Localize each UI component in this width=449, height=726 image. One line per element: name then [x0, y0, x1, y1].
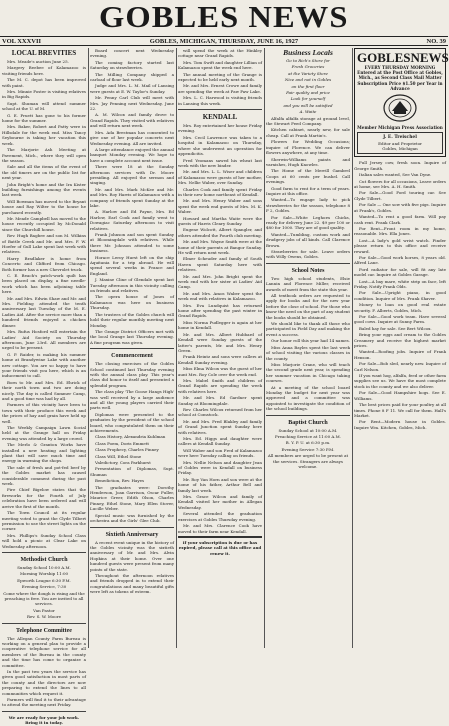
news-item: Mrs. Phillips's Sunday School Class will hold a picnic at Clear Lake on Wednesday afternoon. [2, 532, 86, 549]
baptist-church-list [266, 428, 350, 470]
news-item: Frank Heintz and sons were callers at Kendall Sunday evening. [178, 354, 262, 365]
classified-ad: Full Jersey cow, fresh soon. Inquire of George Smith. [354, 160, 446, 171]
classified-ads-list [354, 160, 446, 430]
classified-ad: For Sale—Upright piano, in good condition. Inquire of Mrs. Frank Shaver. [354, 290, 446, 301]
school-notes-heading: School Notes [291, 267, 325, 274]
ad-line: Look for yourself [290, 96, 326, 102]
baptist-church-heading: Baptist Church [288, 419, 328, 426]
article-paragraph: Miss Marjorie Crane, who will teach the second grade next year, is spending her summer vacation in Chicago taking courses. [266, 361, 350, 384]
news-item: Mrs. Ada Brestman has consented to give one of her popular concerts next Wednesday evening. All are invited. [90, 129, 174, 146]
dateline-text: GOBLES, MICHIGAN, THURSDAY, JUNE 16, 1927 [149, 38, 299, 45]
news-item: The trustees of the Gobles church will hold their regular monthly meeting next Monday. [90, 311, 174, 328]
news-item: Mr. and Mrs. Henry Waber and sons spent the week end guests of Mrs. M. K. Waber. [178, 198, 262, 215]
news-item: Mrs. L. C. Harwood is visiting friends in Lansing this week. [178, 95, 262, 106]
news-item: Several attended the graduation exercises at Gobles Thursday evening. [178, 511, 262, 522]
news-item: Born to Mr. and Mrs. Ed. Ehrick of their north town and two are doing nicely. The day is called Summer Camp, and a good time was had by all. [2, 379, 86, 401]
local-brevities-list [2, 59, 86, 549]
news-item: Mr. and Mrs. Fred Blakley and family of Grand Junction spent Sunday here with relatives. [178, 418, 262, 435]
news-item: Mr. Meade Campbell has moved to the house recently occupied by McDonald since the Churchill house. [2, 215, 86, 232]
editor-card [357, 132, 443, 154]
classified-ad: The best prices paid for your poultry at all times. Phone 8 F 11. We call for them. Hall's Market. [354, 402, 446, 418]
divider [178, 109, 262, 110]
news-item: Mrs. Ed. Higgs and daughter were callers at Kendall Sunday. [178, 436, 262, 447]
classified-ad: For Sale — One sow with five pigs. Inquire at Frank's, Gobles. [354, 202, 446, 213]
news-item: Mr. and Mrs. Ed Gardner spent Sunday at Bloomingdale. [178, 395, 262, 406]
article-paragraph: The class play 'The Goose Hangs High' was well received by a large audience and all the young players carried their parts well. [90, 389, 174, 411]
column-1 [2, 48, 86, 726]
classified-ad: For Rent—Modern house in Gobles. Inquire Wm. Kitchen, Gobles, Mich. [354, 419, 446, 430]
classified-ad: Kitchen cabinet, nearly new, for sale cheap. Call at Frank Martin's. [266, 127, 350, 138]
classified-ad: Good farm to rent for a term of years. Inquire at this office. [266, 185, 350, 196]
column-3 [178, 48, 262, 648]
classified-ad: Sherwin-Williams paints and varnishes, Hugh Knowles. [266, 156, 350, 167]
classified-ad: For Sale—Good Ford touring car. See Clyde Tilbert. [354, 190, 446, 201]
news-item: The Marjorie Ash Meeting at Pavement, Mich., where they will open the season. [2, 147, 86, 163]
church-service-line: Sunday School 10:00 A.M. [17, 564, 71, 570]
news-item: The M. C. depot has been improved with paint. [2, 77, 86, 88]
dateline-bar [0, 36, 448, 46]
news-item: Miss Elma Wilcox was the guest of her aunt Mrs. Roy Cole over the week end. [178, 366, 262, 377]
news-item: Mrs. Meade's auction June 25. [7, 59, 69, 64]
news-item: C. E. Beach's patch-work quilt has been placed on display, a fine needle-work which has been adjoining table here. [2, 273, 86, 295]
publisher-line: Member Michigan Press Association [357, 125, 443, 131]
sixtieth-anniversary-heading: Sixtieth Anniversary [105, 531, 159, 538]
article-paragraph: Two high school students, Elsie Lannin and Florence Miller, received awards of merit from the state this year. [266, 275, 350, 292]
ad-line: on the first floor [291, 83, 325, 89]
news-item: Farmers of this vicinity have been to town with their produce this week and the prices of hay and grain have held up well. [2, 402, 86, 424]
news-item: Mrs. Eva Lundquist has returned home after spending the past winter in Grand Rapids. [178, 302, 262, 319]
church-service-line: Come where the dough is rising and the preaching is free. You are invited to all services. [3, 590, 85, 607]
news-item: A large attendance enjoyed the annual banquet Monday evening. We hope to have a complete account next issue. [90, 146, 174, 163]
classified-ad: If you want hog, alfalfa, feed or other farm supplies see us. We have the most complete stock in the county and we also deliver. [354, 373, 446, 389]
article-paragraph: Class Poem, Doris Emmett [95, 440, 149, 446]
news-item: Mr. and Mrs. Wayne Smith were at the home of their parents at Bangor Sunday. He will return next week. [178, 239, 262, 255]
business-locals-heading: Business Locals [283, 48, 333, 57]
church-service-line: Epworth League 6:30 P.M. [17, 577, 71, 583]
classified-ad: Wanted—Tumbling, custom work and drudgery jobs of all kinds. Call Clarence Brown. [266, 231, 350, 248]
news-item: G. P. Raider, is making his summer home at Brandywine Lake with another new cottage. You are so happy to have your friends visit you here, which is an inducement to call. [2, 351, 86, 379]
news-item: The sale of fresh and pot-fed beef by the Gobles market has caused considerable comment during the past week. [2, 464, 86, 487]
article-paragraph: Valedictory, Cora Parkhurst [95, 460, 151, 466]
church-service-line: Evening Service 7:30 P.M. [281, 446, 335, 452]
divider [2, 711, 86, 712]
methodist-church-heading: Methodist Church [20, 556, 68, 563]
article-paragraph: Miss Anna Bayles spent the last week of school visiting the various classes in the county. [266, 344, 350, 361]
news-item: Mrs. Baker, Robert and Patty were in Hillsdale for the week end. Miss Tancy Seybourne is taking her vacation this week. [2, 124, 86, 146]
article-paragraph: The closing exercises of the Gobles School continued last Thursday evening with the annual class play. This year's class did honor to itself and presented a splendid program. [90, 361, 174, 388]
news-item: Mr. and Mrs. Amos Waber spent the week end with relatives in Kalamazoo. [178, 290, 262, 302]
column-rule [88, 48, 89, 648]
ad-line: Fresh Groceries [291, 64, 325, 70]
news-item: Mr. and Mrs. L. L. Wiser and children of Kalamazoo were guests of her mother, Mrs. Nellie Waber, over Sunday. [178, 169, 262, 186]
news-item: Mrs. Mabel Smith and children of Grand Rapids are spending the week with relatives here. [178, 377, 262, 394]
telephone-committee-list [2, 636, 86, 708]
divider [178, 536, 262, 538]
news-item: Mrs. Minnie Foster is visiting relatives in Big Rapids. [2, 89, 86, 100]
news-item: will spend the week at the Hinkley cottage near Grand Rapids. [178, 48, 262, 59]
article-paragraph: Benediction, Rev. Hayes [95, 478, 145, 484]
classified-ad: Baled hay for sale. See Bert Wilcox. [359, 325, 432, 331]
church-service-line: Preaching Service at 11:00 A.M. [275, 433, 341, 439]
classified-ad: Cut flowers for all occasions, Leave orders at home, see Mrs. A. H. Smith. [354, 178, 446, 190]
news-item: The Grange District Officers met with the local Grange last Thursday evening. A fine program was given. [90, 328, 174, 345]
volume-label: VOL XXXVII [2, 38, 42, 45]
news-item: Mr. Roy Van Horn and son were at the home of his father, Arthur Bell and family last week. [178, 476, 262, 493]
classified-ad: For Sale—White Leghorn Chicks, ready for delivery June 22. $9 per 100 or $80 for 1000. They are of good quality. [266, 214, 350, 231]
news-item: Mrs. Roy entertained her house Friday evening. [178, 123, 262, 134]
commencement-list [90, 361, 174, 523]
subscription-notice: If your subscription is due or has expired, please call at this office and renew it. [178, 539, 262, 556]
divider [90, 348, 174, 349]
article-paragraph: All textbook orders are requested to apply for books and for the new year before the close of school. For those who know the need on the part of any student the books should be obtained. [266, 293, 350, 320]
publisher-line: EVERY THURSDAY MORNING [364, 65, 436, 70]
business-locals [266, 48, 350, 115]
commencement-heading: Commencement [111, 353, 153, 360]
news-item: Mr. and Mrs. Ernest Crowe and family are spending the week at Paw Paw Lake. [178, 83, 262, 94]
news-item: Mr. and Mrs. Edwin Shaw and Mr. and Mrs. Fielding attended the tenth anniversary last Tuesday of the M. E. Ladies Aid. After the service more than a hundred friends enjoyed a chicken dinner. [2, 295, 86, 328]
classified-ad: Lost—A lady's gold wrist watch. Finder please return to this office and receive reward. [354, 237, 446, 254]
news-item: A. Harlow and Ed Payne, Mrs. Ed Harlow, Earl Cook and family went to Dowagiac Saturday afternoon to visit relatives. [90, 209, 174, 231]
classified-ad: Wanted—To rent a good farm. Will pay cash rent. Frank Clark. [354, 214, 446, 225]
news-item: Judge and Mrs. L. M. Mail of Lansing were guests at E. W. Taylor's Sunday. [90, 83, 174, 94]
school-notes-list [266, 276, 350, 412]
news-item: The Merlo & Granton Works have installed a new heating and lighting plant that will save much time and energy in warming the shops. [2, 442, 86, 464]
masthead [0, 0, 448, 34]
classified-ad: For Sale—Bob sled, nearly new. Inquire of Carl Nelson. [354, 361, 446, 372]
article-paragraph: A recent event unique in the history of the Gobles vicinity was the sixtieth anniversary of Mr. and Mrs. Alvin Hopkins at their home. Over one hundred guests were present from many points of the state. [90, 539, 174, 572]
newspaper-title: GOBLES NEWS [99, 0, 349, 34]
news-item: Fred Yeomans sawed his wheat last week with the new binder. [178, 157, 262, 168]
church-service-line: Rev. S. W. Moore [27, 614, 61, 620]
editor-line: Editor and Proprietor [378, 140, 422, 146]
ad-line: and you will be satisfied [283, 102, 333, 108]
news-item: Mrs. Grace Wilcox and family of Kendall visited her mother in Allegan Wednesday. [178, 494, 262, 510]
news-item: John Bright's home and the Ira Kister building furnishings among the events last week. [2, 181, 86, 198]
article-paragraph: The Allegan County Farm Bureau is working on a general plan to provide a cooperative telephone service for all members of the Bureau in the county and the time has come to organize a committee. [2, 635, 86, 668]
article-paragraph: Presentation of Diplomas, Supt. Shuman [90, 466, 174, 477]
church-service-line: Evening Service, 7:30 [21, 584, 67, 590]
publisher-line: Entered at the Post Office at Gobles, Mich., as Second Class Mail Matter [357, 70, 443, 81]
news-item: Will Bowman has moved to the Bryant house and Ray Wilter to the house he purchased recently. [2, 198, 86, 215]
kendall-heading: KENDALL [202, 113, 238, 122]
article-paragraph: Class Prophecy, Charles Pinney [95, 447, 159, 453]
article-paragraph: In the past two years the service has given good satisfaction in most parts of the county and the directors are now preparing to extend the lines to all communities which request it. [2, 669, 86, 696]
classified-ad: Italian sales wanted, See Van Dyne. [359, 172, 432, 178]
publisher-box [354, 48, 449, 157]
ad-line: Nice and not in Gobles [284, 77, 332, 83]
classified-ad: Alfalfa alfalfa storage at ground level, the Stewart Feed Company. [266, 115, 350, 127]
article-paragraph: Throughout the afternoon relatives and friends dropped in to extend their congratulations and many beautiful gifts were left as tokens of esteem. [90, 572, 174, 595]
column-rule [176, 48, 177, 648]
column-rule [264, 48, 265, 648]
classified-ad: For Sale—Good Hampshire hogs. See E. Williams. [354, 390, 446, 401]
news-item: Mr. and Mrs. John Bright spent the week end with her sister at Ladies' Aid Camp. [178, 273, 262, 290]
classified-ad: Flowers for Wedding Occasions; inquire of Florence. We can deliver flowers anywhere, at any time. [266, 139, 350, 156]
news-item: There were 18 at the Sunday afternoon services with Dr. Moore presiding. All enjoyed the sermon and singing. [90, 164, 174, 186]
telephone-committee-heading: Telephone Committee [16, 627, 72, 634]
classified-ad: Bring your eggs and cream to the Gobles Creamery and receive the highest market prices. [354, 332, 446, 349]
divider [266, 415, 350, 416]
article-paragraph: Class Will, Ethel Stone [95, 453, 142, 459]
editor-name: J. E. Treischel [383, 135, 417, 141]
column-5 [354, 48, 449, 648]
classified-ad: For Sale—Good work team. Have several good cows. Inquire at Sunny Farm. [354, 314, 446, 325]
news-item: A. M. Wilcox and family drove to Grand Rapids. They visited with relatives and will return next week. [90, 112, 174, 129]
sixtieth-anniversary-list [90, 540, 174, 595]
news-item: J. Maxine Cline of Glendale spent last Tuesday afternoon in this vicinity calling on friends and relatives. [90, 277, 174, 294]
divider [2, 552, 86, 553]
news-item: Frank Johnson and son spent Sunday at Bloomingdale with relatives. While there Mr. Johnson attended to some business. [90, 232, 174, 254]
divider [2, 623, 86, 624]
editor-line: Gobles, Michigan [382, 146, 418, 152]
article-paragraph: Class History, Alexandria Kuhlman [95, 434, 166, 440]
column-rule [352, 48, 353, 648]
ad-line: A. Waite [299, 109, 317, 115]
news-item: Mrs. Nellie Nelson and daughter Jean of Gobles were in Kendall on business Friday. [178, 459, 262, 476]
publisher-line: Subscription Price $1.50 per Year in Advance [357, 80, 443, 91]
ad-line: Fair quality and price [286, 90, 330, 96]
classified-ad: Strawberries for sale. Leave orders with Willy Owens, Gobles. [266, 249, 350, 260]
news-item: Fire Chief Bigelow states that the fireworks for the Fourth of July celebration have been ordered and will arrive the first of the month. [2, 487, 86, 509]
article-paragraph: We should like to thank all those who participated in Field Day and making the event a success. [266, 321, 350, 337]
classified-ad: For Rent—Front room in my home, reasonable. Mrs. Ella Jones. [354, 225, 446, 237]
article-paragraph: Diplomas were presented to the graduates by the president of the school board, who congratulated them on their achievements. [90, 411, 174, 433]
news-item: The Milling Company shipped a carload of flour last week. [90, 71, 174, 83]
business-locals-ad [266, 58, 350, 115]
news-item: G. E. Pruett has gone to his former home for the summer. [2, 112, 86, 124]
article-paragraph: Special music was furnished by the orchestra and the Girls' Glee Club. [90, 512, 174, 524]
news-item: Horace Leroy Hurst left on the ship Aquitania for a trip abroad. He will spend several weeks in France and England. [90, 254, 174, 276]
classified-ad: Wanted—Roofing jobs. Inquire of Frank Henson. [354, 349, 446, 360]
church-service-line: All members are urged to be present at the services. Strangers are always welcome. [267, 453, 349, 469]
job-work-notice: We are ready for your job work. Bring it in today. [8, 714, 80, 726]
column-2-brevities [90, 48, 174, 345]
divider [90, 527, 174, 528]
article-paragraph: At a meeting of the school board Monday the budget for next year was approved and a committee was appointed to investigate the condition of the school buildings. [266, 384, 350, 412]
church-service-line: Van Pastor [33, 607, 55, 613]
publisher-box-title: GOBLESNEWS [357, 50, 449, 65]
divider [266, 263, 350, 264]
news-item: Mr. and Mrs. Albert Hubbard of Kendall were Sunday guests of the latter's parents, Mr. and Mrs. Henry Green. [178, 331, 262, 353]
news-item: Rev. Charles Wilcox returned from her school at Comstock. [178, 406, 262, 418]
column-2 [90, 48, 174, 648]
kendall-list [178, 123, 262, 534]
news-item: The Town Council at its regular meeting voted to grant the Clyde Tilbert permission to use the street lights on the corner. [2, 510, 86, 532]
news-item: Board concert next Wednesday evening. [90, 48, 174, 59]
classified-ad: Money to loan on good real estate security. F. Alberts, Gobles, Mich. [354, 302, 446, 313]
news-item: Mrs. Rufus Hosford will entertain the Ladies' Aid Society on Thursday afternoon, June 23rd. All members are urged to be present. [2, 329, 86, 351]
article-paragraph: Our honor roll this year had 14 names. [271, 338, 350, 344]
news-item: Charles Cook and family spent Friday in their new home northeast of Kendall. [178, 186, 262, 197]
ad-line: at the Variety Store [288, 70, 328, 76]
news-item: The coming factory started last Saturday on strawberries. [90, 59, 174, 71]
news-item: Miss Norma Pudlegger is again at her home in Kendall. [178, 319, 262, 331]
news-item: The Weekly Campaign Lawn Social held at the Grange hall on Friday evening was attended by a large crowd. [2, 425, 86, 441]
methodist-church-list [2, 565, 86, 620]
news-item: Mrs. Cecil Lawrence was taken to a hospital in Kalamazoo on Thursday, where she underwent an operation for appendicitis. [178, 134, 262, 157]
news-item: Margery Beebee of Kalamazoo is visiting friends here. [2, 65, 86, 76]
news-item: Harry Bradlaker is home from Concerto and Clifford from Chicago. Both former has a new Chevrolet truck. [2, 255, 86, 272]
classified-ad: The Home of the Merrill Gambrel Coops at 60 cents per bushel. Call evenings. [266, 168, 350, 185]
issue-number: NO. 39 [426, 38, 446, 45]
news-item: Rev. Hugh Bagbee and son M. Wilkins of Battle Creek and Mr. and Mrs. F. W. Hoefer of Gull Lake spent last week with relatives. [2, 233, 86, 255]
news-item: Mrs. Tom Swift and daughter Lillian of Kalamazoo spent the week end here. [178, 59, 262, 71]
news-item: Howard and Martha Waite were the guests of Harris Cleary Sunday. [178, 215, 262, 226]
news-item: Supt. Shuman will attend summer school at the U. of M. [2, 100, 86, 112]
news-item: Mr. and Mrs. Clarence Cook have moved to their farm near Kendall. [178, 523, 262, 534]
news-item: Eugene Wolcott, Albert Spangler, and others attended the Fourth club meeting. [178, 227, 262, 238]
news-item: The opera house of Jones of Kalamazoo was here on business Thursday. [90, 294, 174, 311]
classified-ad: Ford radiator for sale, will fit any late model car. Inquire at Gobles Garage. [354, 266, 446, 278]
column-3-brevities [178, 48, 262, 106]
news-item: Mr. Penny Carl Club will meet with Mrs. Jay Penning next Wednesday, June 22. [90, 95, 174, 112]
classified-ad: For Sale—Good work horses, 8 years old. Alfred Lane. [354, 254, 446, 266]
article-paragraph: Farmers will find it to their advantage to attend the meeting next Friday. [2, 697, 86, 708]
church-service-line: Morning Worship 11:00 [19, 571, 69, 577]
news-item: Will Waber and son Fred of Kalamazoo were here Tuesday calling on friends. [178, 447, 262, 459]
news-item: Sale and all the items of the event of the old timers are on the public list for next year. [2, 164, 86, 181]
classified-ad: Lost—A bay mare, white strip on face, left Friday. Notify Frank Olds. [354, 278, 446, 289]
press-association-emblem-icon [382, 93, 418, 123]
church-service-line: B. Y. P. U. at 6:30 p.m. [285, 440, 331, 446]
article-paragraph: The graduates were: Dorothy Henderson, Joan Garrison, Oscar Fuller, Maurice Greer, Edith Olson, Charles Pinney, Ethel Stone, Mary Ellen Stover, Lucille Weber. [90, 484, 174, 512]
church-service-line: Sunday School at 10:00 A.M. [278, 427, 338, 433]
business-locals-list [266, 116, 350, 260]
news-item: Elmer Scheuder and family of South Haven spent Saturday here with relatives. [178, 256, 262, 273]
column-4 [266, 48, 350, 648]
news-item: The annual meeting of the Grange is expected to be held early next month. [178, 71, 262, 83]
ad-line: Go to Rich's Store for [286, 58, 330, 63]
news-item: Mr. and Mrs. Mark McKee and Mr. and Mrs. Roy Harris of Kalamazoo with a company of friends spent Sunday at the lake. [90, 186, 174, 208]
classified-ad: Wanted—To engage lady to pick strawberries for the season, telephone 8 F 2, Gobles. [266, 197, 350, 214]
local-brevities-heading: LOCAL BREVITIES [11, 49, 77, 57]
